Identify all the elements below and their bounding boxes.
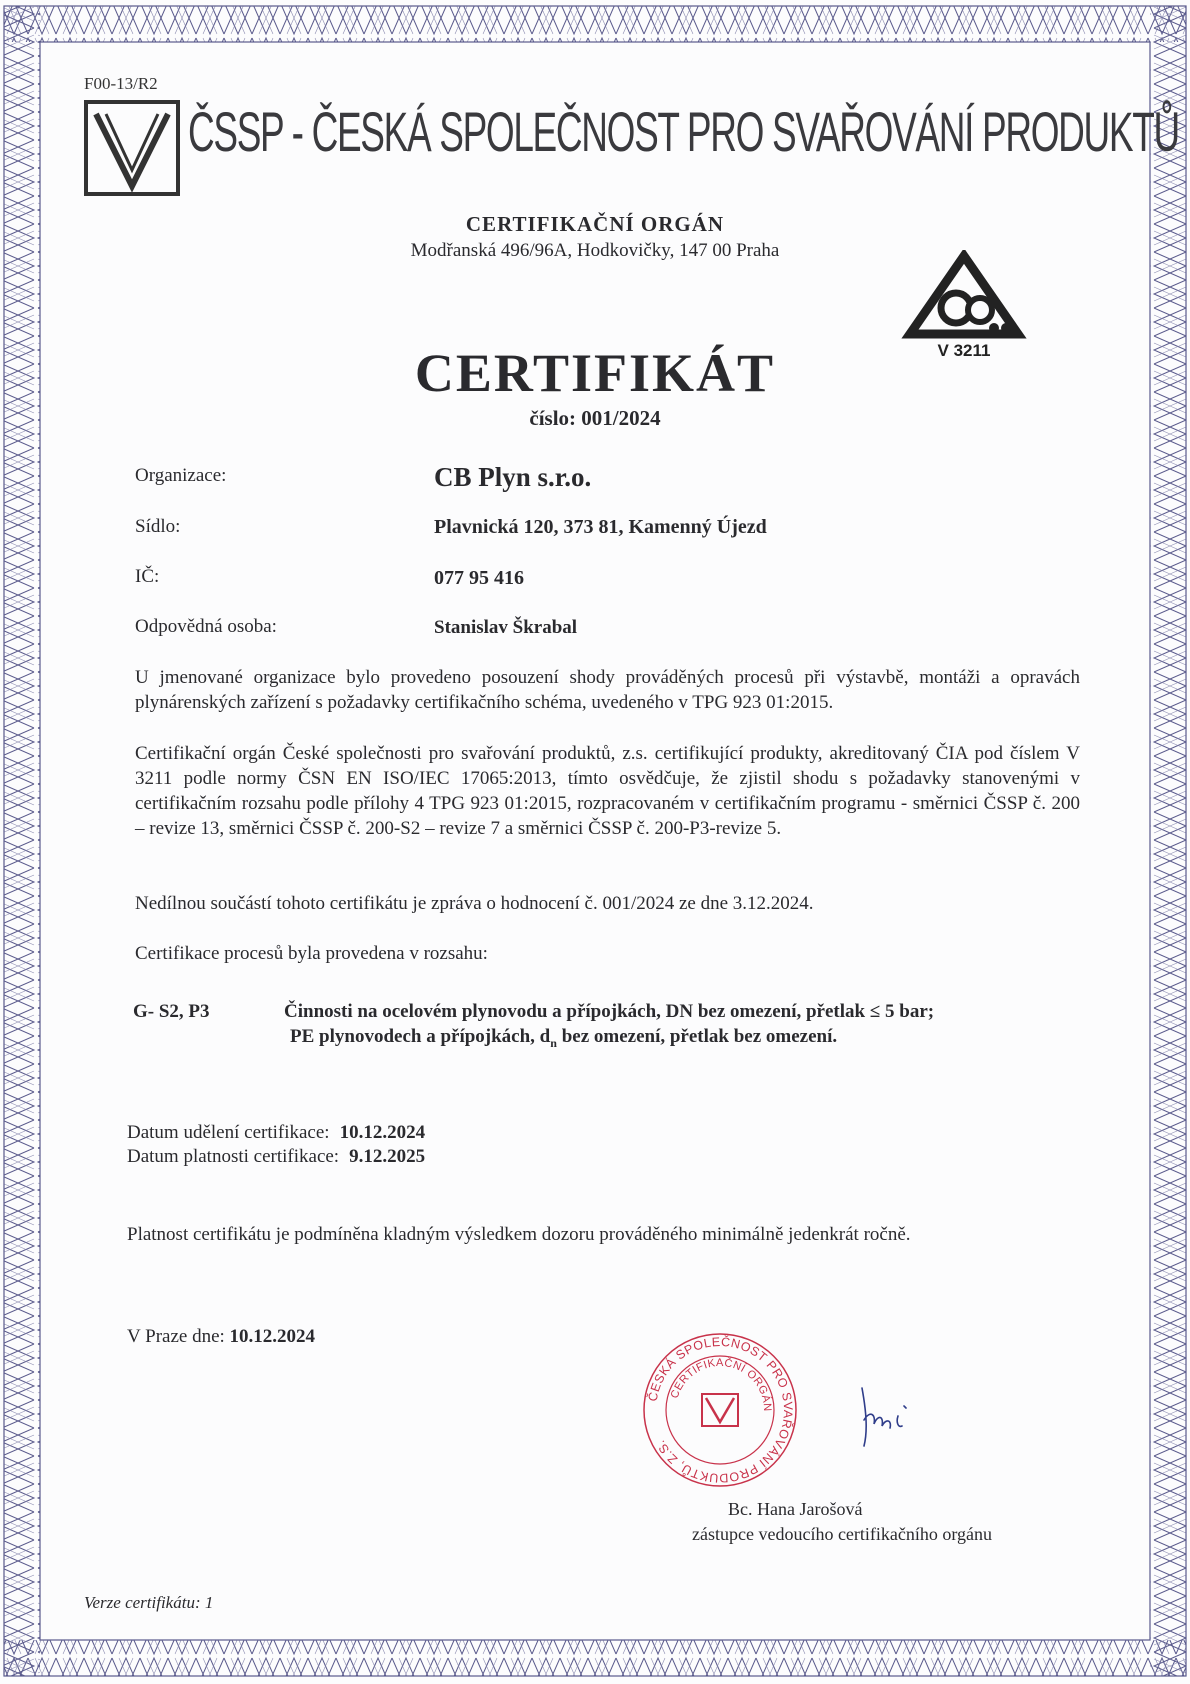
assessment-paragraph: U jmenované organizace bylo provedeno posouzení shody prováděných procesů při výstavbě, montáži a opravách plynárenských zařízení s požadavky certifikačního schéma, uvedeného v TPG 923 01:2015.: [135, 667, 1080, 713]
cssp-logo-icon: [84, 100, 180, 196]
scope-intro-paragraph: Certifikace procesů byla provedena v rozsahu:: [135, 943, 488, 964]
scope-line-1: Činnosti na ocelovém plynovodu a přípojkách, DN bez omezení, přetlak ≤ 5 bar;: [284, 1001, 935, 1022]
responsible-person-value: Stanislav Škrabal: [434, 617, 578, 638]
issue-date-value: 10.12.2024: [339, 1122, 426, 1143]
official-stamp: [640, 1330, 800, 1490]
certification-body-address: Modřanská 496/96A, Hodkovičky, 147 00 Praha: [410, 240, 780, 261]
svg-text:CERTIFIKAČNÍ ORGÁN: CERTIFIKAČNÍ ORGÁN: [668, 1356, 774, 1412]
place-date-line: V Praze dne: 10.12.2024: [127, 1326, 316, 1347]
signatory-role: zástupce vedoucího certifikačního orgánu: [692, 1524, 993, 1544]
certificate-version: Verze certifikátu: 1: [84, 1593, 214, 1612]
svg-text:ČESKÁ SPOLEČNOST PRO SVAŘOVÁNÍ: ČESKÁ SPOLEČNOST PRO SVAŘOVÁNÍ PRODUKTŮ, Z.S.: [645, 1334, 796, 1486]
seat-value: Plavnická 120, 373 81, Kamenný Újezd: [434, 516, 767, 538]
id-value: 077 95 416: [434, 567, 524, 589]
validity-date-line: Datum platnosti certifikace: 9.12.2025: [127, 1146, 426, 1167]
organization-value: CB Plyn s.r.o.: [434, 462, 592, 492]
certification-statement-paragraph: Certifikační orgán České společnosti pro svařování produktů, z.s. certifikující produkty, akreditovaný ČIA pod číslem V 3211 podle normy ČSN EN ISO/IEC 17065:2013, tímto osvědčuje, že zjistil shodu s požadavky stanovenými v certifikačním rozsahu podle přílohy 4 TPG 923 01:2015, rozpracovaném v certifikačním programu - směrnici ČSSP č. 200 – revize 13, směrnici ČSSP č. 200-S2 – revize 7 a směrnici ČSSP č. 200-P3-revize 5.: [135, 743, 1080, 839]
form-code: F00-13/R2: [84, 74, 158, 93]
handwritten-signature: [852, 1380, 922, 1450]
certificate-number: číslo: 001/2024: [529, 406, 661, 430]
organization-name-heading: ČSSP - ČESKÁ SPOLEČNOST PRO SVAŘOVÁNÍ PRODUKTŮ: [188, 100, 1179, 163]
report-reference-paragraph: Nedílnou součástí tohoto certifikátu je zpráva o hodnocení č. 001/2024 ze dne 3.12.2024.: [135, 893, 814, 914]
id-label: IČ:: [135, 566, 160, 587]
validity-condition-note: Platnost certifikátu je podmíněna kladným výsledkem dozoru prováděného minimálně jedenkrát ročně.: [127, 1224, 911, 1245]
certificate-title: CERTIFIKÁT: [414, 343, 776, 403]
seat-label: Sídlo:: [135, 516, 181, 537]
accreditation-number: V 3211: [937, 341, 991, 360]
certification-body-title: CERTIFIKAČNÍ ORGÁN: [465, 212, 725, 236]
place-date-value: 10.12.2024: [229, 1326, 316, 1347]
organization-label: Organizace:: [135, 465, 227, 486]
scope-line-2: PE plynovodech a přípojkách, $d_n$ bez omezení, přetlak bez omezení.: [290, 1026, 838, 1050]
scope-code: G- S2, P3: [133, 1001, 210, 1022]
responsible-person-label: Odpovědná osoba:: [135, 616, 277, 637]
validity-date-value: 9.12.2025: [349, 1146, 426, 1167]
issue-date-line: Datum udělení certifikace: 10.12.2024: [127, 1122, 426, 1143]
signatory-name: Bc. Hana Jarošová: [728, 1499, 863, 1519]
